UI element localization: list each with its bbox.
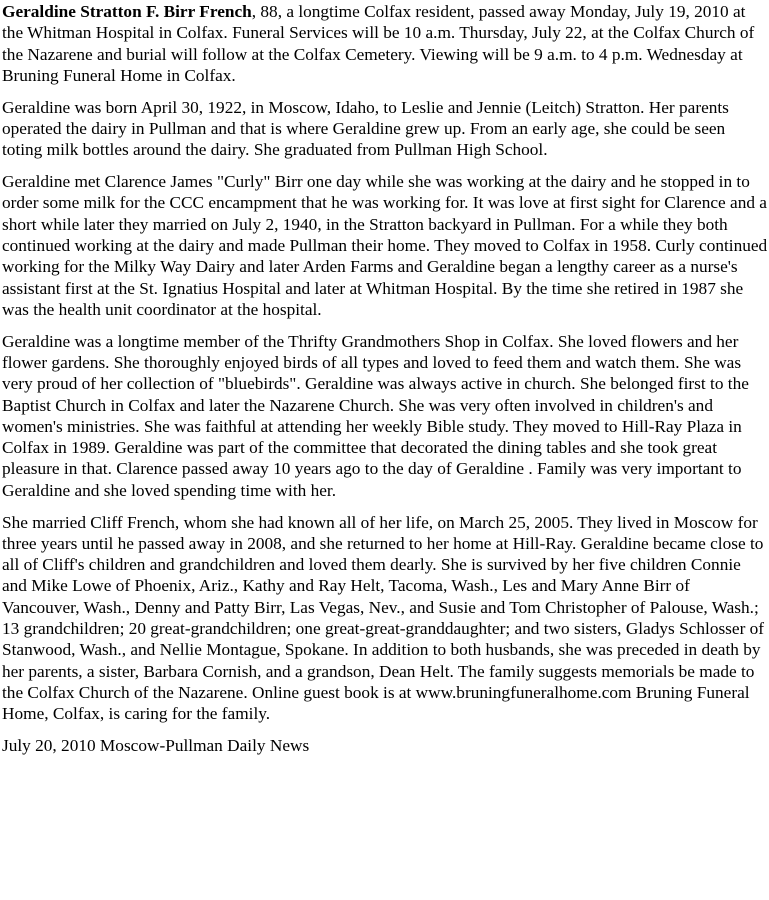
survivors-paragraph: She married Cliff French, whom she had known all of her life, on March 25, 2005. They lived in Moscow for three years until he passed away in 2008, and she returned to her home at Hill-Ray. Geraldine became close to all of Cliff's children and grandchildren and loved them dearly. She is survived by her five children Connie and Mike Lowe of Phoenix, Ariz., Kathy and Ray Helt, Tacoma, Wash., Les and Mary Anne Birr of Vancouver, Wash., Denny and Patty Birr, Las Vegas, Nev., and Susie and Tom Christopher of Palouse, Wash.; 13 grandchildren; 20 great-grandchildren; one great-great-granddaughter; and two sisters, Gladys Schlosser of Stanwood, Wash., and Nellie Montague, Spokane. In addition to both husbands, she was preceded in death by her parents, a sister, Barbara Cornish, and a grandson, Dean Helt. The family suggests memorials be made to the Colfax Church of the Nazarene. Online guest book is at www.bruningfuneralhome.com Bruning Funeral Home, Colfax, is caring for the family. (2, 512, 765, 724)
intro-paragraph (2, 1, 769, 86)
marriage-paragraph: Geraldine met Clarence James "Curly" Birr one day while she was working at the dairy and he stopped in to order some milk for the CCC encampment that he was working for. It was love at first sight for Clarence and a short while later they married on July 2, 1940, in the Stratton backyard in Pullman. For a while they both continued working at the dairy and made Pullman their home. They moved to Colfax in 1958. Curly continued working for the Milky Way Dairy and later Arden Farms and Geraldine began a lengthy career as a nurse's assistant first at the St. Ignatius Hospital and later at Whitman Hospital. By the time she retired in 1987 she was the health unit coordinator at the hospital. (2, 172, 768, 319)
deceased-name: Geraldine Stratton F. Birr French (2, 2, 252, 21)
community-paragraph: Geraldine was a longtime member of the Thrifty Grandmothers Shop in Colfax. She loved flowers and her flower gardens. She thoroughly enjoyed birds of all types and loved to feed them and watch them. She was very proud of her collection of "bluebirds". Geraldine was always active in church. She belonged first to the Baptist Church in Colfax and later the Nazarene Church. She was very often involved in children's and women's ministries. She was faithful at attending her weekly Bible study. They moved to Hill-Ray Plaza in Colfax in 1989. Geraldine was part of the committee that decorated the dining tables and she took great pleasure in that. Clarence passed away 10 years ago to the day of Geraldine . Family was very important to Geraldine and she loved spending time with her. (2, 331, 749, 500)
intro-text: , 88, a longtime Colfax resident, passed away Monday, July 19, 2010 at the Whitman Hospital in Colfax. Funeral Services will be 10 a.m. Thursday, July 22, at the Colfax Church of the Nazarene and burial will follow at the Colfax Cemetery. Viewing will be 9 a.m. to 4 p.m. Wednesday at Bruning Funeral Home in Colfax. (2, 2, 755, 85)
birth-paragraph: Geraldine was born April 30, 1922, in Moscow, Idaho, to Leslie and Jennie (Leitch) Stratton. Her parents operated the dairy in Pullman and that is where Geraldine grew up. From an early age, she could be seen toting milk bottles around the dairy. She graduated from Pullman High School. (2, 97, 729, 160)
source-line: July 20, 2010 Moscow-Pullman Daily News (2, 736, 310, 755)
